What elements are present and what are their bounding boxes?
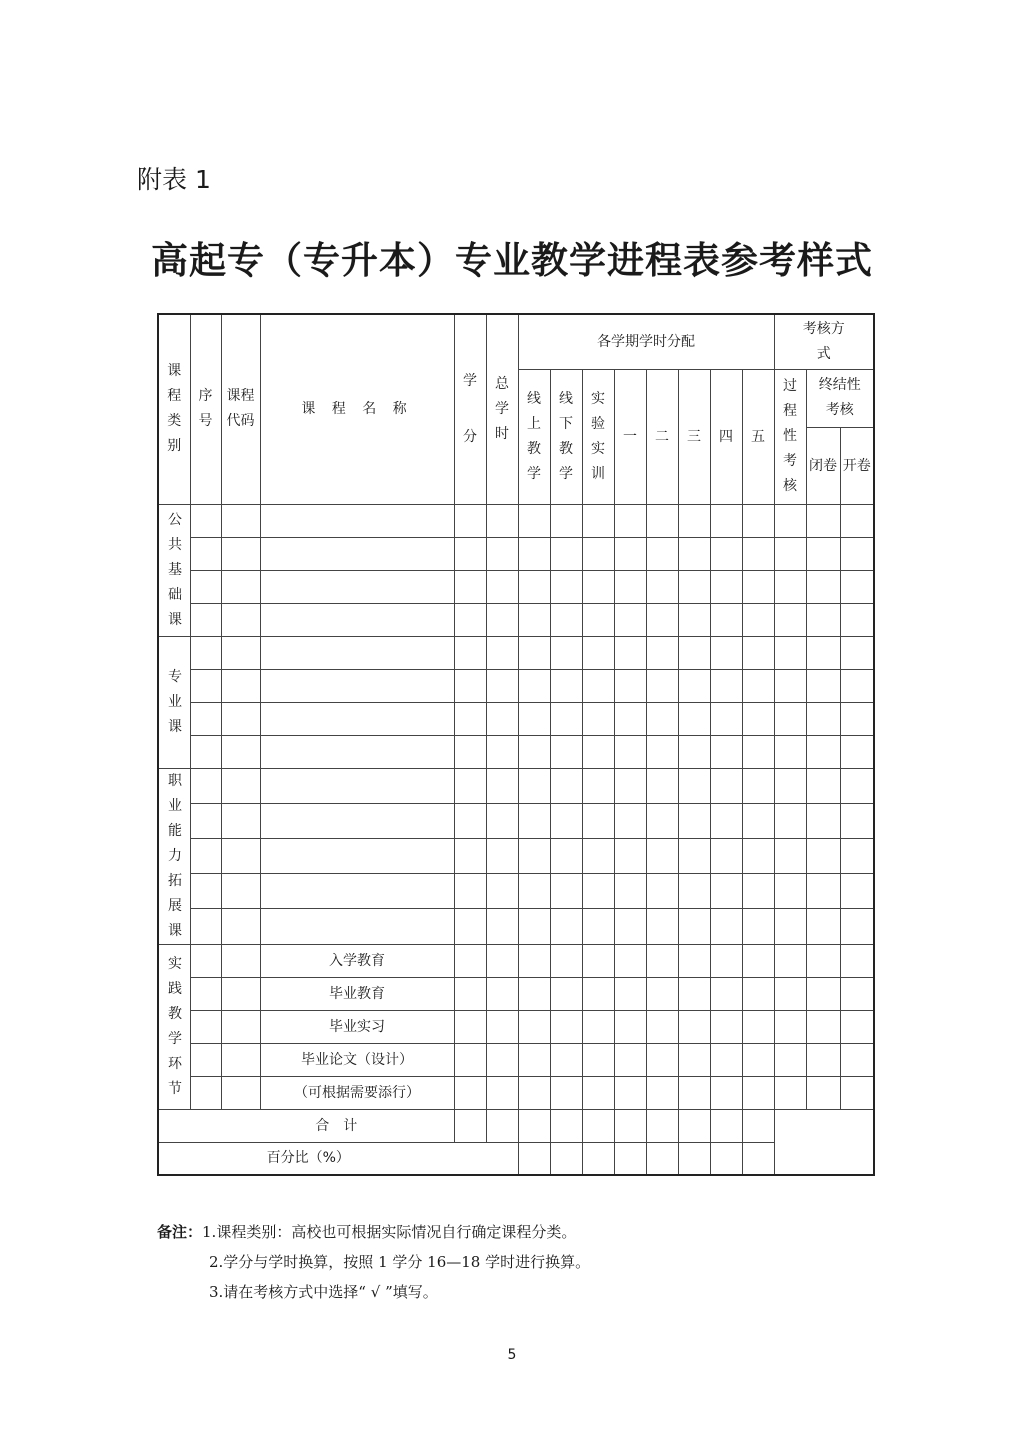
document-title: 高起专（专升本）专业教学进程表参考样式 (151, 238, 873, 282)
header-process-assessment: 过程性考核 (774, 369, 806, 504)
header-total-hours: 总学时 (486, 314, 518, 504)
header-course-name: 课 程 名 称 (260, 314, 454, 504)
header-open-book: 开卷 (840, 427, 874, 504)
practice-item-internship: 毕业实习 (260, 1010, 454, 1043)
header-seq: 序号 (190, 314, 221, 504)
teaching-plan-table (157, 313, 875, 1176)
header-semester-allocation: 各学期学时分配 (518, 314, 774, 369)
header-code: 课程代码 (221, 314, 260, 504)
notes-label: 备注： (157, 1223, 203, 1241)
page-number: 5 (507, 1347, 517, 1363)
percent-row-label: 百分比（%） (158, 1142, 518, 1175)
header-offline: 线下教学 (550, 369, 582, 504)
category-major: 专业课 (158, 636, 190, 768)
header-semester-3: 三 (678, 369, 710, 504)
header-category: 课程类别 (158, 314, 190, 504)
appendix-label: 附表 1 (137, 165, 211, 194)
header-semester-4: 四 (710, 369, 742, 504)
header-assessment: 考核方式 (774, 314, 874, 369)
practice-item-thesis: 毕业论文（设计） (260, 1043, 454, 1076)
practice-item-enrollment: 入学教育 (260, 944, 454, 977)
category-practice: 实践教学环节 (158, 944, 190, 1109)
practice-item-add-rows: （可根据需要添行） (260, 1076, 454, 1109)
header-practice: 实验实训 (582, 369, 614, 504)
notes-section (157, 1217, 590, 1307)
note-1: 1.课程类别：高校也可根据实际情况自行确定课程分类。 (202, 1223, 577, 1241)
header-semester-1: 一 (614, 369, 646, 504)
category-public-basic: 公共基础课 (158, 504, 190, 636)
header-online: 线上教学 (518, 369, 550, 504)
header-credit: 学分 (454, 314, 486, 504)
header-semester-5: 五 (742, 369, 774, 504)
header-semester-2: 二 (646, 369, 678, 504)
total-row-label: 合 计 (158, 1109, 454, 1142)
note-2: 2.学分与学时换算，按照 1 学分 16—18 学时进行换算。 (209, 1253, 591, 1271)
category-career-extension: 职业能力拓展课 (158, 768, 190, 944)
header-summative-assessment: 终结性考核 (806, 369, 874, 427)
note-3: 3.请在考核方式中选择“ √ ”填写。 (209, 1283, 438, 1301)
practice-item-graduation-education: 毕业教育 (260, 977, 454, 1010)
header-closed-book: 闭卷 (806, 427, 840, 504)
